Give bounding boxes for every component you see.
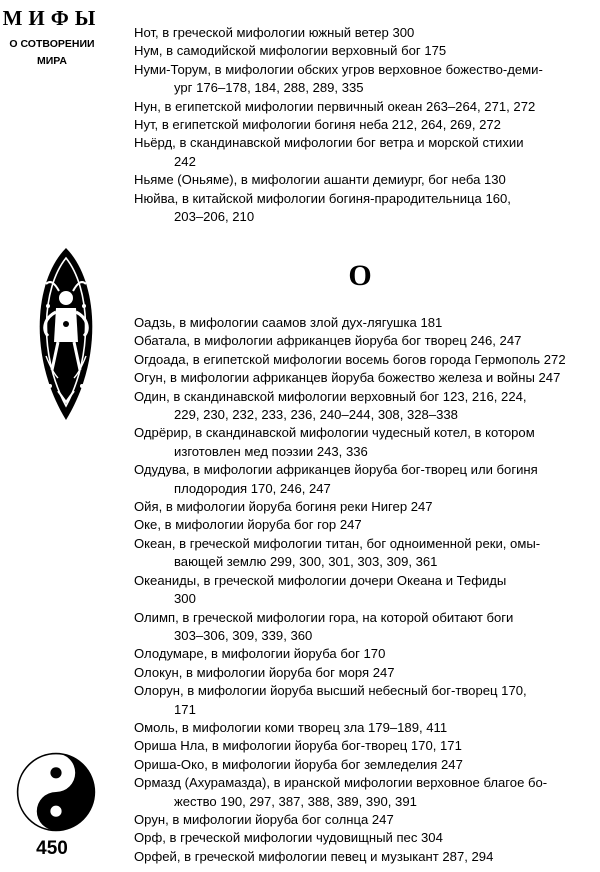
index-entry-line: Один, в скандинавской мифологии верховный бог 123, 216, 224, bbox=[134, 388, 527, 404]
index-entry bbox=[134, 682, 586, 719]
index-entry-line: Океан, в греческой мифологии титан, бог одноименной реки, омы- bbox=[134, 535, 541, 551]
index-entry-line: Омоль, в мифологии коми творец зла 179–189, 411 bbox=[134, 719, 448, 735]
index-entry-continuation: плодородия 170, 246, 247 bbox=[174, 480, 331, 496]
index-entry bbox=[134, 498, 586, 516]
series-subtitle-line2: МИРА bbox=[37, 55, 67, 67]
yin-yang-icon bbox=[16, 752, 96, 832]
index-entry-continuation: вающей землю 299, 300, 301, 303, 309, 361 bbox=[174, 554, 438, 570]
page-number: 450 bbox=[36, 838, 68, 859]
index-entry bbox=[134, 369, 586, 387]
index-entry-line: Нут, в египетской мифологии богиня неба 212, 264, 269, 272 bbox=[134, 117, 501, 133]
index-entry-line: Олокун, в мифологии йоруба бог моря 247 bbox=[134, 664, 395, 680]
index-entry-line: Олимп, в греческой мифологии гора, на которой обитают боги bbox=[134, 609, 514, 625]
index-entries-o bbox=[134, 314, 586, 866]
index-entry bbox=[134, 134, 586, 171]
index-entry-line: Нум, в самодийской мифологии верховный бог 175 bbox=[134, 43, 447, 59]
index-entry-line: Одудува, в мифологии африканцев йоруба бог-творец или богиня bbox=[134, 462, 538, 478]
index-entry-line: Нуми-Торум, в мифологии обских угров верховное божество-деми- bbox=[134, 61, 543, 77]
index-entry bbox=[134, 756, 586, 774]
index-entry-line: Олорун, в мифологии йоруба высший небесный бог-творец 170, bbox=[134, 683, 527, 699]
index-entry-line: Ориша-Око, в мифологии йоруба бог земледелия 247 bbox=[134, 756, 463, 772]
index-entry-line: Нюйва, в китайской мифологии богиня-прародительница 160, bbox=[134, 190, 511, 206]
index-entry bbox=[134, 116, 586, 134]
index-entry bbox=[134, 848, 586, 866]
sidebar bbox=[0, 0, 120, 872]
index-entry bbox=[134, 811, 586, 829]
index-entry-line: Орун, в мифологии йоруба бог солнца 247 bbox=[134, 811, 394, 827]
index-entry bbox=[134, 98, 586, 116]
index-entry-line: Ойя, в мифологии йоруба богиня реки Нигер 247 bbox=[134, 499, 433, 515]
index-entry-line: Огдоада, в египетской мифологии восемь богов города Гермополь 272 bbox=[134, 351, 566, 367]
index-entry-continuation: 229, 230, 232, 233, 236, 240–244, 308, 328–338 bbox=[174, 407, 458, 423]
index-entry bbox=[134, 461, 586, 498]
index-entry-continuation: 242 bbox=[174, 153, 196, 169]
index-entry bbox=[134, 190, 586, 227]
index-entry bbox=[134, 535, 586, 572]
index-entry-continuation: 203–206, 210 bbox=[174, 209, 255, 225]
index-entry bbox=[134, 424, 586, 461]
index-entry-line: Нун, в египетской мифологии первичный океан 263–264, 271, 272 bbox=[134, 98, 536, 114]
index-entry-line: Ньёрд, в скандинавской мифологии бог ветра и морской стихии bbox=[134, 135, 524, 151]
index-entry-line: Огун, в мифологии африканцев йоруба божество железа и войны 247 bbox=[134, 370, 561, 386]
index-entry-continuation: изготовлен мед поэзии 243, 336 bbox=[174, 443, 368, 459]
index-entry bbox=[134, 572, 586, 609]
index-entry-line: Оке, в мифологии йоруба бог гор 247 bbox=[134, 517, 362, 533]
index-entry bbox=[134, 61, 586, 98]
index-entry bbox=[134, 332, 586, 350]
index-entry-line: Ньяме (Оньяме), в мифологии ашанти демиург, бог неба 130 bbox=[134, 172, 506, 188]
index-entry-line: Орфей, в греческой мифологии певец и музыкант 287, 294 bbox=[134, 848, 494, 864]
index-entry-line: Олодумаре, в мифологии йоруба бог 170 bbox=[134, 646, 386, 662]
index-entry bbox=[134, 351, 586, 369]
series-subtitle bbox=[0, 36, 104, 70]
index-entry-continuation: 300 bbox=[174, 591, 196, 607]
index-entry bbox=[134, 719, 586, 737]
index-entry-continuation: 303–306, 309, 339, 360 bbox=[174, 627, 313, 643]
index-entry-continuation: ург 176–178, 184, 288, 289, 335 bbox=[174, 80, 364, 96]
index-entry bbox=[134, 829, 586, 847]
index-entry-line: Ориша Нла, в мифологии йоруба бог-творец 170, 171 bbox=[134, 738, 462, 754]
index-entry-line: Нот, в греческой мифологии южный ветер 300 bbox=[134, 25, 415, 40]
index-entry-line: Оадзь, в мифологии саамов злой дух-лягушка 181 bbox=[134, 315, 443, 330]
index-entry-continuation: 171 bbox=[174, 701, 196, 717]
mythical-figure-ornament-icon bbox=[28, 246, 104, 422]
index-entry bbox=[134, 774, 586, 811]
index-entry bbox=[134, 609, 586, 646]
series-title: МИФЫ bbox=[2, 6, 102, 30]
index-entry-line: Орф, в греческой мифологии чудовищный пес 304 bbox=[134, 830, 443, 846]
series-subtitle-line1: О СОТВОРЕНИИ bbox=[9, 38, 95, 50]
index-entry-line: Обатала, в мифологии африканцев йоруба бог творец 246, 247 bbox=[134, 333, 522, 349]
index-entry bbox=[134, 314, 586, 332]
index-entry bbox=[134, 388, 586, 425]
index-entry bbox=[134, 516, 586, 534]
index-entry-continuation: жество 190, 297, 387, 388, 389, 390, 391 bbox=[174, 793, 417, 809]
index-entry bbox=[134, 42, 586, 60]
index-entry bbox=[134, 664, 586, 682]
index-entry-line: Одрёрир, в скандинавской мифологии чудесный котел, в котором bbox=[134, 425, 535, 441]
index-entries-n bbox=[134, 24, 586, 226]
index-entry-line: Океаниды, в греческой мифологии дочери Океана и Тефиды bbox=[134, 572, 507, 588]
index-entry-line: Ормазд (Ахурамазда), в иранской мифологии верховное благое бо- bbox=[134, 775, 548, 791]
index-entry bbox=[134, 24, 586, 42]
section-letter-heading: О bbox=[348, 259, 372, 292]
index-entry bbox=[134, 645, 586, 663]
index-entry bbox=[134, 171, 586, 189]
index-entry bbox=[134, 737, 586, 755]
